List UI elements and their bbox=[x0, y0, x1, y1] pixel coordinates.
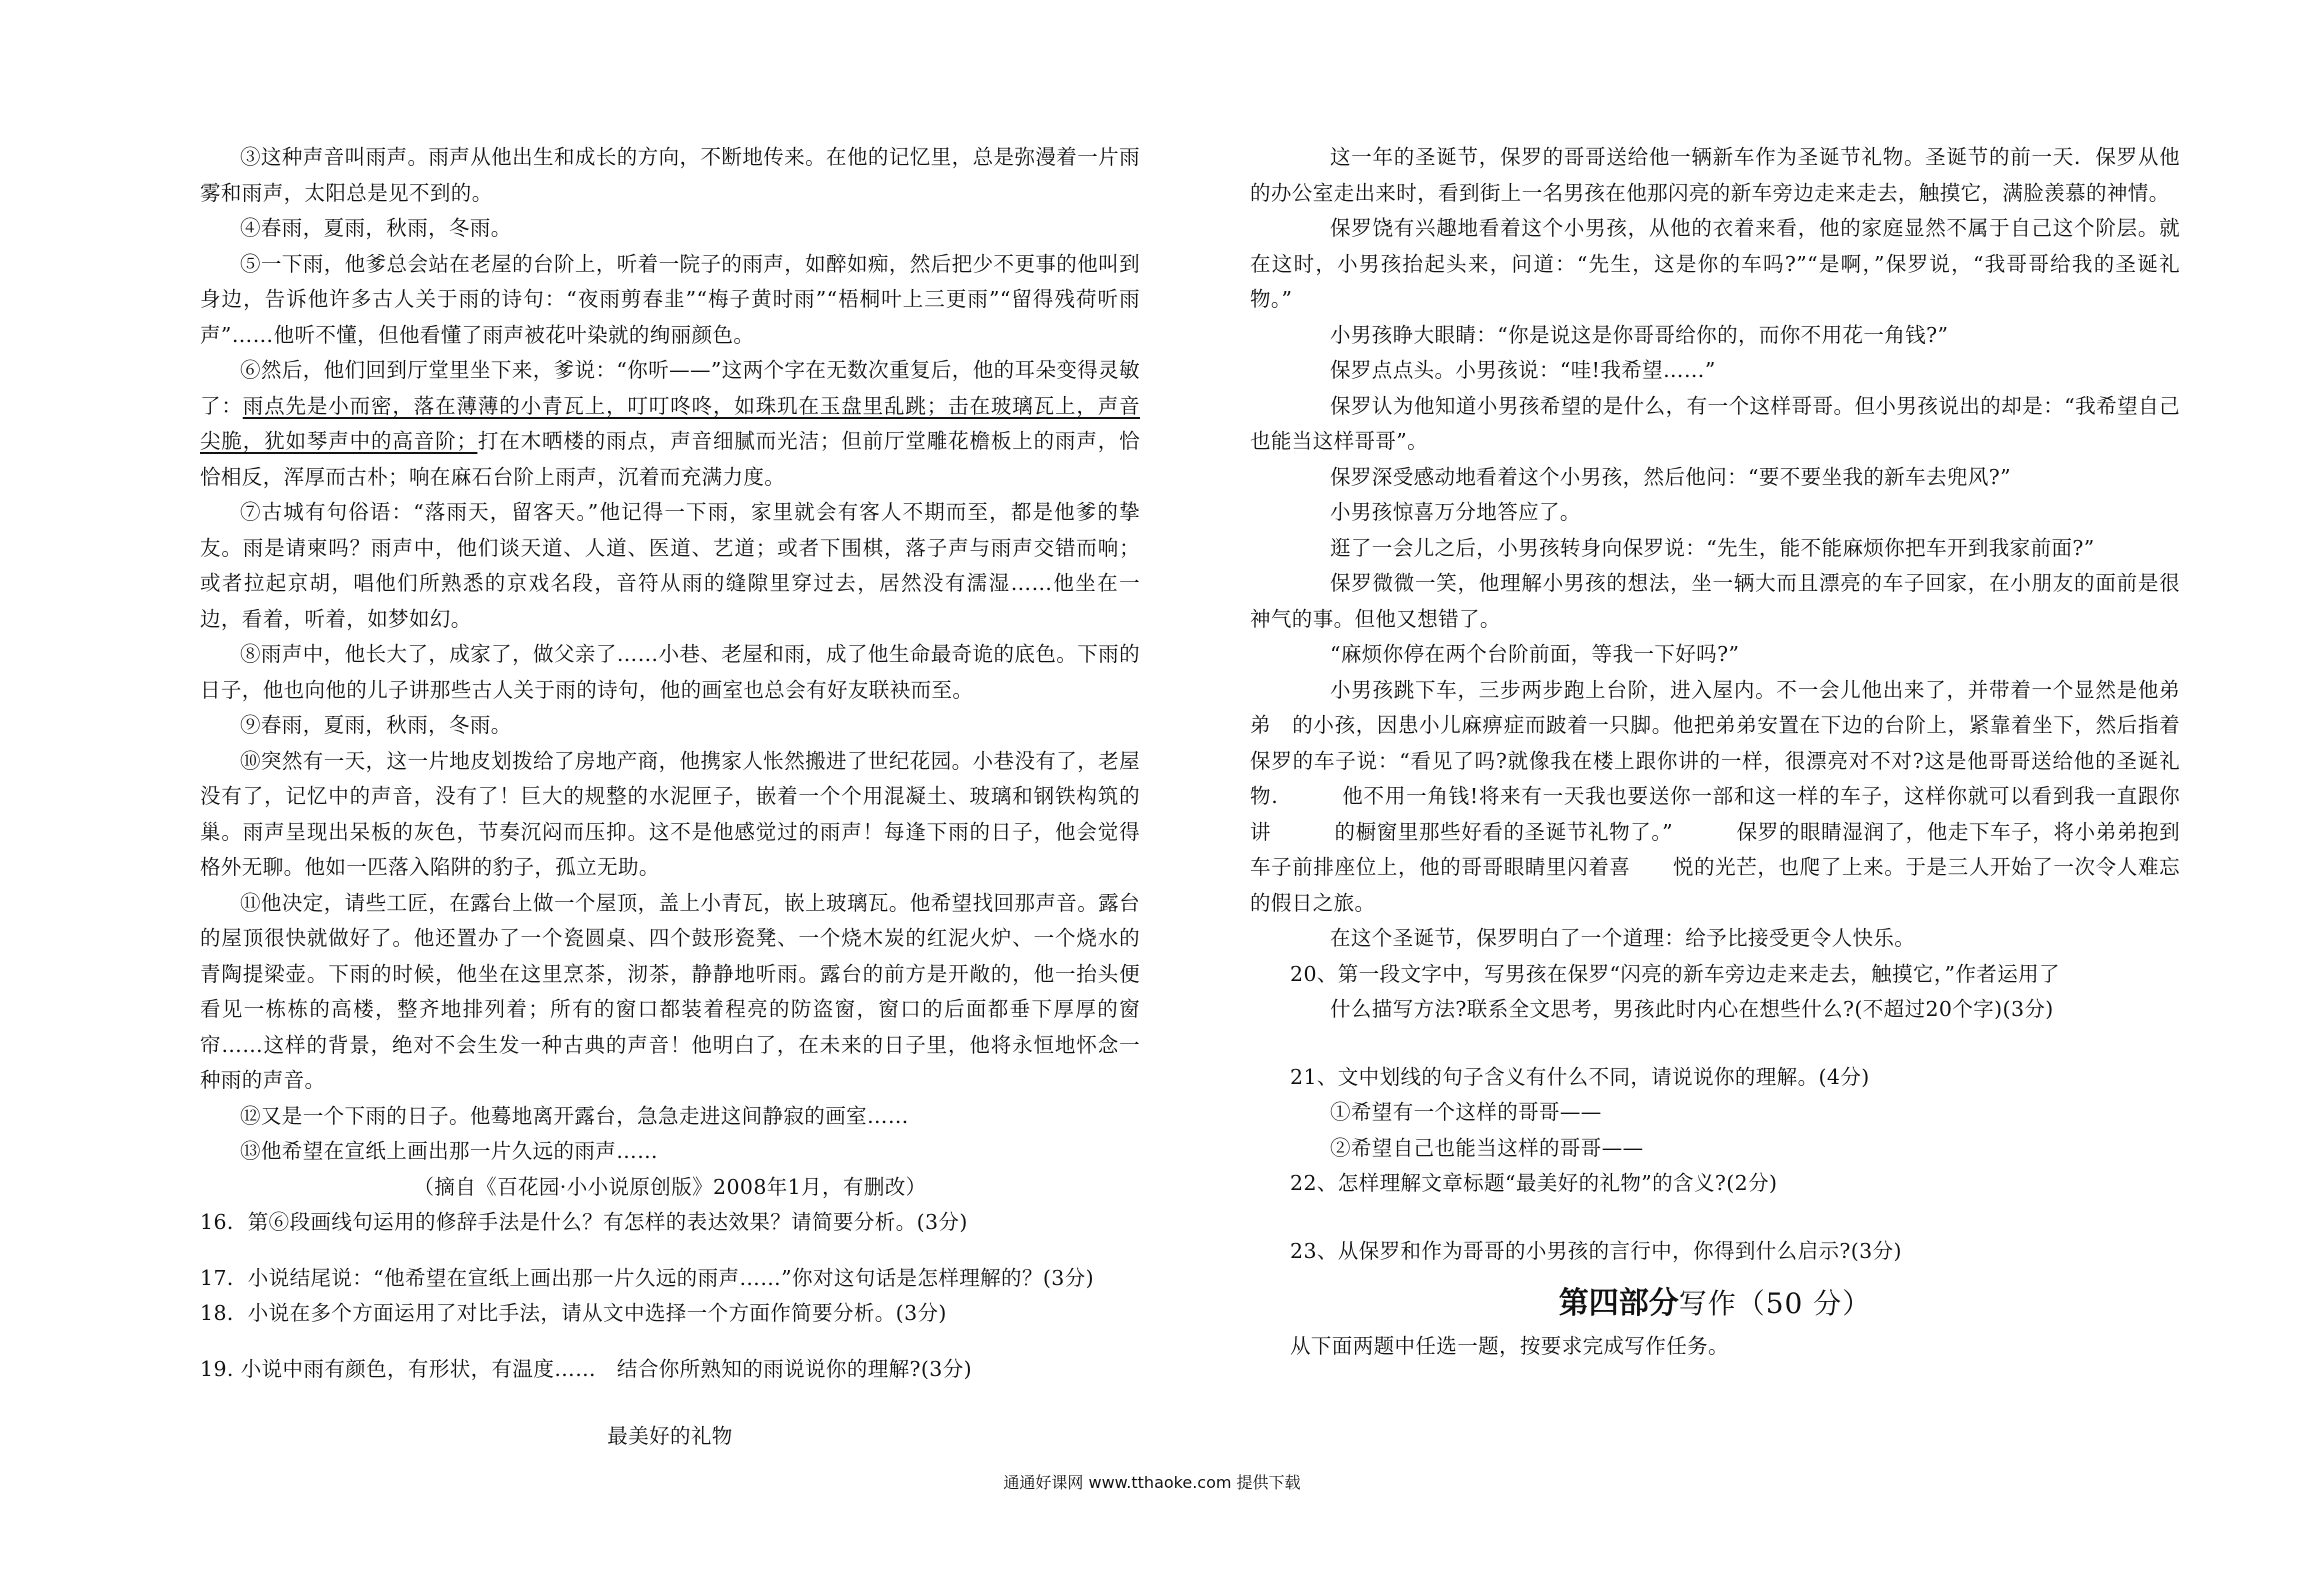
part-4-title: 写作（50 分） bbox=[1678, 1287, 1872, 1320]
source-citation: （摘自《百花园·小小说原创版》2008年1月，有删改） bbox=[413, 1174, 927, 1199]
question-23: 23、从保罗和作为哥哥的小男孩的言行中，你得到什么启示?(3分) bbox=[1290, 1238, 1902, 1263]
paragraph-11: ⑪他决定，请些工匠，在露台上做一个屋顶，盖上小青瓦，嵌上玻璃瓦。他希望找回那声音。露台的屋顶很快就做好了。他还置办了一个瓷圆桌、四个鼓形瓷凳、一个烧木炭的红泥火炉、一个烧水的青陶提梁壶。下雨的时候，他坐在这里烹茶，沏茶，静静地听雨。露台的前方是开敞的，他一抬头便看见一栋栋的高楼，整齐地排列着；所有的窗口都装着程亮的防盗窗，窗口的后面都垂下厚厚的窗帘……这样的背景，绝对不会生发一种古典的声音！他明白了，在未来的日子里，他将永恒地怀念一种雨的声音。 bbox=[200, 890, 1140, 1092]
footer-credit: 通通好课网 www.tthaoke.com 提供下载 bbox=[1003, 1473, 1301, 1492]
story-paragraph-11: 小男孩跳下车，三步两步跑上台阶，进入屋内。不一会儿他出来了，并带着一个显然是他弟弟 的小孩，因患小儿麻痹症而跛着一只脚。他把弟弟安置在下边的台阶上，紧靠着坐下，然后指着 保罗的车子说：“看见了吗?就像我在楼上跟你讲的一样，很漂亮对不对?这是他哥哥送给他的圣诞礼物. 他不用一角钱!将来有一天我也要送你一部和这一样的车子，这样你就可以看到我一直跟你讲 的橱窗里那些好看的圣诞节礼物了。” 保罗的眼睛湿润了，他走下车子，将小弟弟抱到车子前排座位上，他的哥哥眼睛里闪着喜 悦的光芒，也爬了上来。于是三人开始了一次令人难忘的假日之旅。 bbox=[1250, 677, 2201, 915]
story-paragraph-7: 小男孩惊喜万分地答应了。 bbox=[1330, 500, 1581, 524]
paragraph-10: ⑩突然有一天，这一片地皮划拨给了房地产商，他携家人怅然搬进了世纪花园。小巷没有了，老屋没有了，记忆中的声音，没有了！巨大的规整的水泥匣子，嵌着一个个用混凝土、玻璃和钢铁构筑的巢。雨声呈现出呆板的灰色，节奏沉闷而压抑。这不是他感觉过的雨声！每逢下雨的日子，他会觉得格外无聊。他如一匹落入陷阱的豹子，孤立无助。 bbox=[200, 748, 1140, 879]
paragraph-13: ⑬他希望在宣纸上画出那一片久远的雨声…… bbox=[240, 1139, 658, 1163]
paragraph-8: ⑧雨声中，他长大了，成家了，做父亲了……小巷、老屋和雨，成了他生命最奇诡的底色。下雨的日子，他也向他的儿子讲那些古人关于雨的诗句，他的画室也总会有好友联袂而至。 bbox=[200, 642, 1140, 702]
paragraph-12: ⑫又是一个下雨的日子。他蓦地离开露台，急急走进这间静寂的画室…… bbox=[240, 1103, 909, 1128]
question-20: 20、第一段文字中，写男孩在保罗“闪亮的新车旁边走来走去，触摸它，”作者运用了 bbox=[1290, 961, 2060, 986]
paragraph-6-tail: 打在木晒楼的雨点，声音细腻而光洁；但前厅堂雕花檐板上的雨声，恰恰相反，浑厚而古朴；响在麻石台阶上雨声，沉着而充满力度。 bbox=[200, 429, 1140, 489]
story-paragraph-12: 在这个圣诞节，保罗明白了一个道理：给予比接受更令人快乐。 bbox=[1330, 926, 1916, 950]
part-4-label: 第四部分 bbox=[1558, 1286, 1679, 1321]
story-paragraph-1: 这一年的圣诞节，保罗的哥哥送给他一辆新车作为圣诞节礼物。圣诞节的前一天．保罗从他的办公室走出来时，看到街上一名男孩在他那闪亮的新车旁边走来走去，触摸它，满脸羡慕的神情。 bbox=[1250, 145, 2180, 205]
question-21-item-1: ①希望有一个这样的哥哥—— bbox=[1330, 1100, 1602, 1124]
story-paragraph-2: 保罗饶有兴趣地看着这个小男孩，从他的衣着来看，他的家庭显然不属于自己这个阶层。就在这时，小男孩抬起头来，问道：“先生，这是你的车吗?”“是啊，”保罗说，“我哥哥给我的圣诞礼物。” bbox=[1250, 216, 2180, 311]
story-paragraph-9: 保罗微微一笑，他理解小男孩的想法，坐一辆大而且漂亮的车子回家，在小朋友的面前是很 神气的事。但他又想错了。 bbox=[1250, 571, 2201, 631]
question-16: 16．第⑥段画线句运用的修辞手法是什么？有怎样的表达效果？请简要分析。(3分) bbox=[200, 1210, 968, 1234]
paragraph-6 bbox=[200, 353, 1140, 495]
story-paragraph-5: 保罗认为他知道小男孩希望的是什么，有一个这样哥哥。但小男孩说出的却是：“我希望自己也能当这样哥哥”。 bbox=[1250, 393, 2180, 453]
story-paragraph-4: 保罗点点头。小男孩说：“哇!我希望……” bbox=[1330, 358, 1716, 382]
paragraph-5: ⑤一下雨，他爹总会站在老屋的台阶上，听着一院子的雨声，如醉如痴，然后把少不更事的他叫到身边，告诉他许多古人关于雨的诗句：“夜雨剪春韭”“梅子黄时雨”“梧桐叶上三更雨”“留得残荷听雨声”……他听不懂，但他看懂了雨声被花叶染就的绚丽颜色。 bbox=[200, 251, 1140, 347]
question-20-continued: 什么描写方法?联系全文思考，男孩此时内心在想些什么?(不超过20个字)(3分) bbox=[1330, 997, 2054, 1021]
question-22: 22、怎样理解文章标题“最美好的礼物”的含义?(2分) bbox=[1290, 1171, 1778, 1195]
question-21-item-2: ②希望自己也能当这样的哥哥—— bbox=[1330, 1135, 1644, 1160]
paragraph-9: ⑨春雨，夏雨，秋雨，冬雨。 bbox=[240, 713, 512, 737]
story-paragraph-3: 小男孩睁大眼睛：“你是说这是你哥哥给你的，而你不用花一角钱?” bbox=[1330, 322, 1949, 347]
writing-instructions: 从下面两题中任选一题，按要求完成写作任务。 bbox=[1290, 1334, 1729, 1358]
question-21: 21、文中划线的句子含义有什么不同，请说说你的理解。(4分) bbox=[1290, 1064, 1870, 1089]
story-paragraph-6: 保罗深受感动地看着这个小男孩，然后他问：“要不要坐我的新车去兜风?” bbox=[1330, 464, 2012, 489]
underlined-sentence: 雨点先是小而密，落在薄薄的小青瓦上，叮叮咚咚，如珠玑在玉盘里乱跳；击在玻璃瓦上，声音尖脆，犹如琴声中的高音阶； bbox=[200, 393, 1140, 453]
question-17: 17．小说结尾说：“他希望在宣纸上画出那一片久远的雨声……”你对这句话是怎样理解的？(3分) bbox=[200, 1265, 1094, 1290]
paragraph-4: ④春雨，夏雨，秋雨，冬雨。 bbox=[240, 216, 512, 240]
left-column bbox=[200, 140, 1140, 1455]
paragraph-6-lead: ⑥然后，他们回到厅堂里坐下来，爹说：“你听——”这两个字在无数次重复后，他的耳朵变得灵敏了： bbox=[200, 358, 1140, 418]
part-4-heading bbox=[1250, 1283, 2180, 1329]
question-19: 19. 小说中雨有颜色，有形状，有温度…… 结合你所熟知的雨说说你的理解?(3分) bbox=[200, 1356, 973, 1381]
story-paragraph-8: 逛了一会儿之后，小男孩转身向保罗说：“先生，能不能麻烦你把车开到我家前面?” bbox=[1330, 535, 2095, 560]
right-column bbox=[1250, 140, 2201, 1365]
paragraph-3: ③这种声音叫雨声。雨声从他出生和成长的方向，不断地传来。在他的记忆里，总是弥漫着一片雨雾和雨声，太阳总是见不到的。 bbox=[200, 145, 1140, 205]
paragraph-7: ⑦古城有句俗语：“落雨天，留客天。”他记得一下雨，家里就会有客人不期而至，都是他爹的挚友。雨是请柬吗？雨声中，他们谈天道、人道、医道、艺道；或者下围棋，落子声与雨声交错而响；或者拉起京胡，唱他们所熟悉的京戏名段，音符从雨的缝隙里穿过去，居然没有濡湿……他坐在一边，看着，听着，如梦如幻。 bbox=[200, 500, 1140, 631]
story-paragraph-10: “麻烦你停在两个台阶前面，等我一下好吗?” bbox=[1330, 642, 1740, 666]
question-18: 18．小说在多个方面运用了对比手法，请从文中选择一个方面作简要分析。(3分) bbox=[200, 1301, 947, 1325]
story-title: 最美好的礼物 bbox=[607, 1424, 733, 1448]
